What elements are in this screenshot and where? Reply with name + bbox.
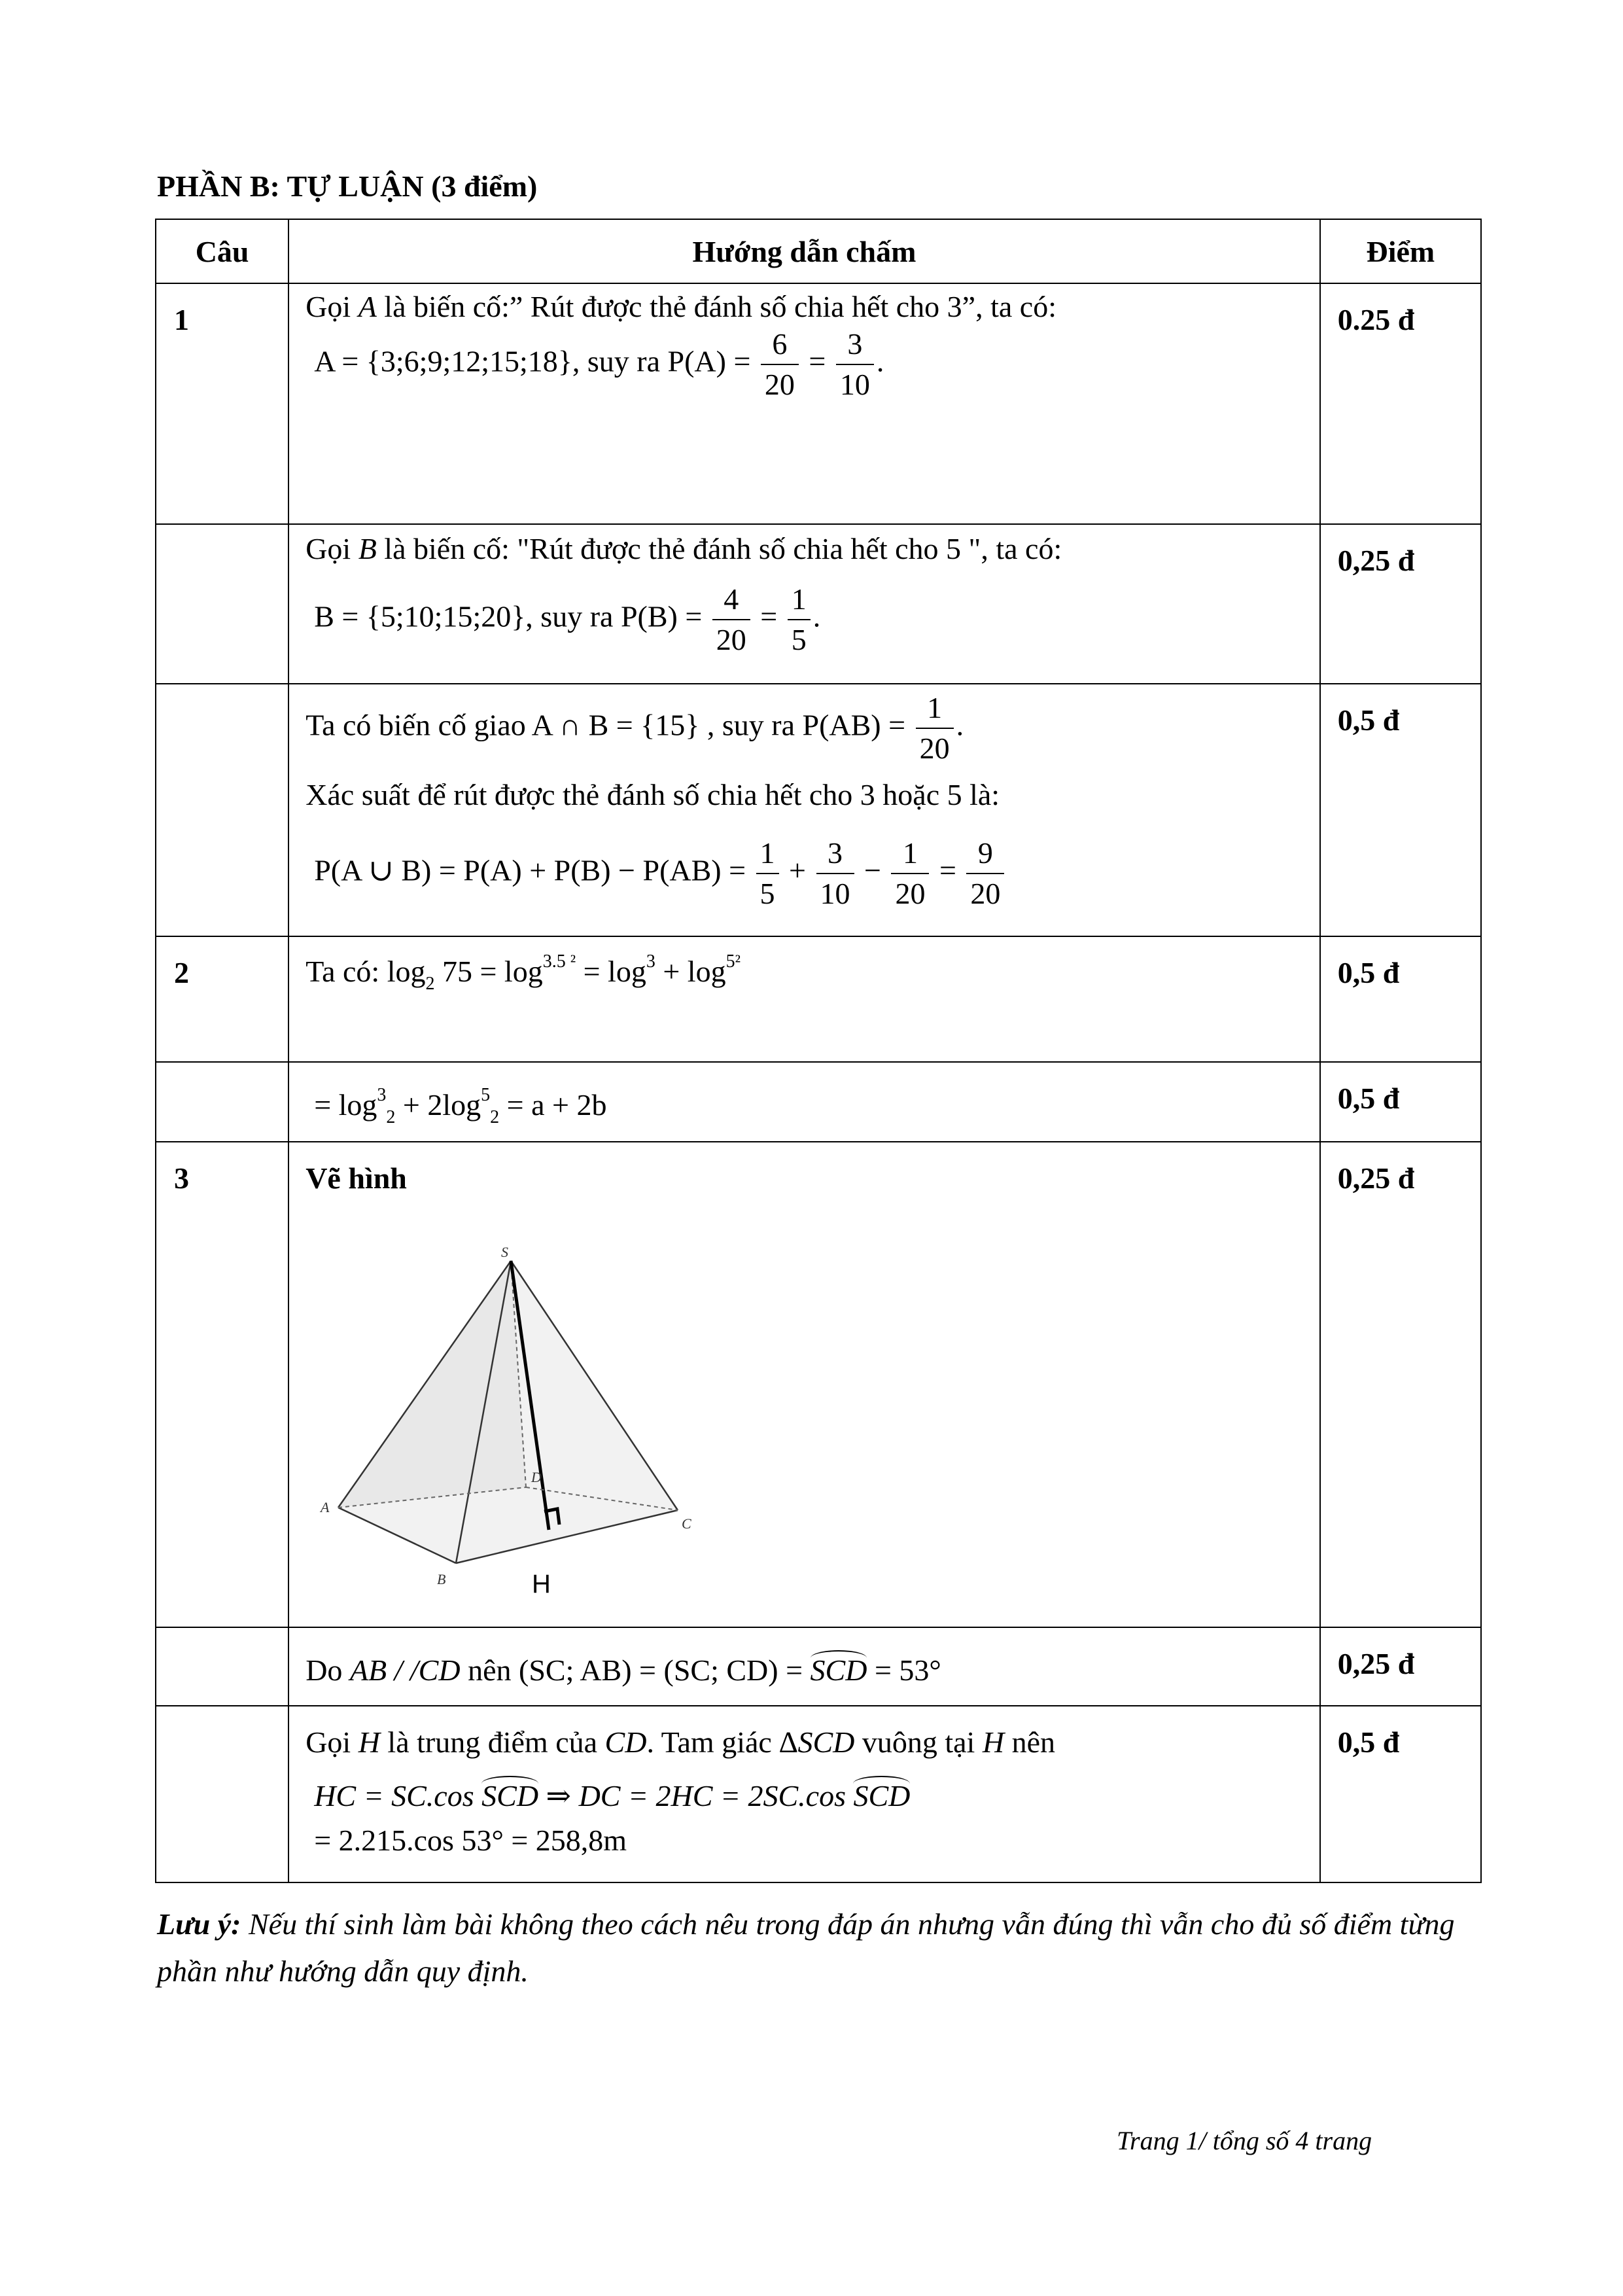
formula-line bbox=[305, 1650, 941, 1687]
fraction bbox=[966, 834, 1004, 913]
header-cau: Câu bbox=[156, 219, 288, 283]
text: nên (SC; AB) = (SC; CD) = bbox=[460, 1653, 811, 1687]
text: là biến cố:” Rút được thẻ đánh số chia hết cho 3”, ta có: bbox=[376, 290, 1056, 323]
denominator: 5 bbox=[791, 623, 807, 656]
denominator: 20 bbox=[895, 877, 926, 910]
fraction bbox=[891, 834, 929, 913]
denominator: 20 bbox=[919, 732, 950, 765]
numerator: 1 bbox=[916, 688, 954, 729]
table-row bbox=[156, 684, 1481, 936]
question-number: 2 bbox=[156, 936, 288, 1062]
text: 75 = log bbox=[434, 955, 543, 988]
figure-heading: Vẽ hình bbox=[305, 1161, 407, 1195]
numerator: 1 bbox=[891, 834, 929, 874]
text: Ta có: log bbox=[305, 955, 426, 988]
label-s: S bbox=[501, 1244, 509, 1260]
label-b: B bbox=[437, 1571, 446, 1587]
fraction bbox=[756, 834, 779, 913]
text: Gọi bbox=[305, 290, 358, 323]
answer-cell bbox=[288, 283, 1320, 524]
answer-cell bbox=[288, 1627, 1320, 1706]
formula-line: = 2.215.cos 53° = 258,8m bbox=[314, 1824, 627, 1857]
label-d: D bbox=[531, 1469, 542, 1485]
denominator: 20 bbox=[970, 877, 1001, 910]
section-title: PHẦN B: TỰ LUẬN (3 điểm) bbox=[157, 169, 538, 203]
text: = a + 2b bbox=[499, 1088, 607, 1122]
fraction bbox=[836, 325, 874, 404]
header-huong-dan: Hướng dẫn chấm bbox=[288, 219, 1320, 283]
text: là biến cố: "Rút được thẻ đánh số chia hết cho 5 ", ta có: bbox=[376, 532, 1062, 565]
period: . bbox=[812, 599, 821, 633]
denominator: 20 bbox=[716, 623, 746, 656]
formula: A = {3;6;9;12;15;18}, suy ra P(A) = bbox=[314, 344, 751, 378]
answer-cell bbox=[288, 1142, 1320, 1627]
empty-cell bbox=[156, 524, 288, 684]
denominator: 10 bbox=[820, 877, 850, 910]
denominator: 10 bbox=[839, 368, 870, 401]
var: SCD bbox=[797, 1725, 855, 1759]
table-row bbox=[156, 283, 1481, 524]
period: . bbox=[876, 344, 884, 378]
superscript: 3 bbox=[646, 951, 655, 972]
score: 0,5 đ bbox=[1320, 1706, 1481, 1882]
numerator: 6 bbox=[761, 325, 799, 365]
superscript: 5 bbox=[481, 1085, 491, 1105]
answer-cell bbox=[288, 524, 1320, 684]
note-text: Nếu thí sinh làm bài không theo cách nêu trong đáp án nhưng vẫn đúng thì vẫn cho đủ số điểm từng phần như hướng dẫn quy định. bbox=[157, 1907, 1455, 1988]
text: + log bbox=[655, 955, 726, 988]
grading-table bbox=[155, 219, 1482, 1883]
answer-line bbox=[305, 1725, 1055, 1759]
answer-line: Xác suất để rút được thẻ đánh số chia hết cho 3 hoặc 5 là: bbox=[305, 778, 1000, 811]
numerator: 1 bbox=[788, 580, 811, 620]
score: 0,25 đ bbox=[1320, 524, 1481, 684]
question-number: 3 bbox=[156, 1142, 288, 1627]
numerator: 4 bbox=[712, 580, 750, 620]
var: H bbox=[358, 1725, 380, 1759]
answer-cell bbox=[288, 936, 1320, 1062]
text: . Tam giác ∆ bbox=[646, 1725, 798, 1759]
formula-line bbox=[305, 951, 741, 995]
answer-cell bbox=[288, 684, 1320, 936]
superscript: 3 bbox=[377, 1085, 387, 1105]
empty-cell bbox=[156, 1706, 288, 1882]
text: HC = SC.cos bbox=[314, 1779, 482, 1812]
score: 0,25 đ bbox=[1320, 1627, 1481, 1706]
empty-cell bbox=[156, 1062, 288, 1142]
text: + 2log bbox=[395, 1088, 481, 1122]
period: . bbox=[956, 708, 964, 742]
numerator: 3 bbox=[816, 834, 854, 874]
text: = log bbox=[576, 955, 646, 988]
var: CD bbox=[604, 1725, 647, 1759]
subscript: 2 bbox=[490, 1107, 500, 1127]
var: A bbox=[358, 290, 377, 323]
score: 0,5 đ bbox=[1320, 684, 1481, 936]
text: = log bbox=[314, 1088, 377, 1122]
formula-line bbox=[314, 1776, 910, 1813]
subscript: 2 bbox=[386, 1107, 396, 1127]
equals: = bbox=[939, 853, 956, 887]
var: B bbox=[358, 532, 377, 565]
var: AB / /CD bbox=[349, 1653, 461, 1687]
superscript: 3.5 ² bbox=[542, 951, 576, 972]
answer-cell bbox=[288, 1062, 1320, 1142]
header-diem: Điểm bbox=[1320, 219, 1481, 283]
label-a: A bbox=[321, 1499, 330, 1515]
table-row bbox=[156, 1706, 1481, 1882]
fraction bbox=[788, 580, 811, 660]
answer-cell bbox=[288, 1706, 1320, 1882]
label-h: H bbox=[532, 1570, 551, 1598]
text: Do bbox=[305, 1653, 350, 1687]
text: vuông tại bbox=[854, 1725, 983, 1759]
score: 0,5 đ bbox=[1320, 1062, 1481, 1142]
text: nên bbox=[1004, 1725, 1055, 1759]
empty-cell bbox=[156, 1627, 288, 1706]
text: là trung điểm của bbox=[379, 1725, 605, 1759]
denominator: 20 bbox=[764, 368, 795, 401]
note-label: Lưu ý: bbox=[157, 1907, 241, 1941]
score: 0.25 đ bbox=[1320, 283, 1481, 524]
table-header-row bbox=[156, 219, 1481, 283]
table-row bbox=[156, 936, 1481, 1062]
formula-line bbox=[314, 834, 1007, 913]
fraction bbox=[712, 580, 750, 660]
angle: SCD bbox=[481, 1776, 538, 1813]
question-number: 1 bbox=[156, 283, 288, 524]
empty-cell bbox=[156, 684, 288, 936]
angle: SCD bbox=[811, 1650, 867, 1687]
angle: SCD bbox=[853, 1776, 910, 1813]
numerator: 1 bbox=[756, 834, 779, 874]
superscript: 5² bbox=[725, 951, 741, 972]
score: 0,5 đ bbox=[1320, 936, 1481, 1062]
var: H bbox=[982, 1725, 1005, 1759]
text: = 53° bbox=[867, 1653, 941, 1687]
fraction bbox=[916, 688, 954, 768]
score: 0,25 đ bbox=[1320, 1142, 1481, 1627]
numerator: 9 bbox=[966, 834, 1004, 874]
fraction bbox=[761, 325, 799, 404]
formula: B = {5;10;15;20}, suy ra P(B) = bbox=[314, 599, 703, 633]
formula-line bbox=[314, 580, 820, 660]
answer-line bbox=[305, 531, 1062, 566]
pyramid-figure bbox=[289, 1142, 1319, 1627]
fraction bbox=[816, 834, 854, 913]
equals: = bbox=[760, 599, 778, 633]
plus: + bbox=[789, 853, 806, 887]
table-row bbox=[156, 524, 1481, 684]
formula-line bbox=[314, 1085, 606, 1128]
table-row bbox=[156, 1062, 1481, 1142]
text: Gọi bbox=[305, 532, 358, 565]
note bbox=[157, 1901, 1478, 1995]
table-row bbox=[156, 1627, 1481, 1706]
equals: = bbox=[809, 344, 826, 378]
text: Gọi bbox=[305, 1725, 358, 1759]
formula: P(A ∪ B) = P(A) + P(B) − P(AB) = bbox=[314, 853, 746, 887]
formula-line bbox=[305, 688, 964, 768]
formula: Ta có biến cố giao A ∩ B = {15} , suy ra P(AB) = bbox=[305, 708, 906, 742]
denominator: 5 bbox=[759, 877, 775, 910]
numerator: 3 bbox=[836, 325, 874, 365]
subscript: 2 bbox=[425, 974, 435, 994]
table-row bbox=[156, 1142, 1481, 1627]
page-footer: Trang 1/ tổng số 4 trang bbox=[1117, 2126, 1372, 2155]
formula-line bbox=[314, 325, 884, 404]
text: ⇒ DC = 2HC = 2SC.cos bbox=[538, 1779, 854, 1812]
label-c: C bbox=[682, 1515, 691, 1532]
minus: − bbox=[864, 853, 881, 887]
answer-line bbox=[305, 289, 1056, 324]
